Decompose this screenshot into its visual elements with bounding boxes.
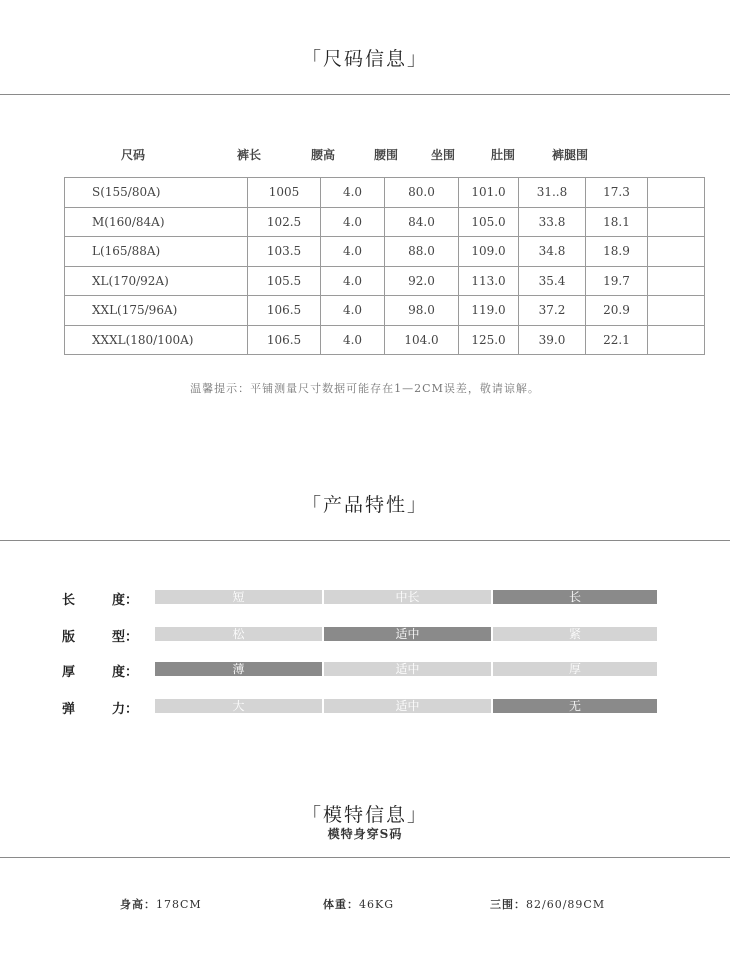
table-cell: 37.2 <box>519 296 586 326</box>
feature-option-selected: 适中 <box>324 627 491 641</box>
table-cell: 22.1 <box>586 325 648 355</box>
table-row <box>65 237 705 267</box>
table-cell: 102.5 <box>248 207 321 237</box>
size-col-header: 尺码 <box>120 148 145 162</box>
feature-option: 适中 <box>324 662 491 676</box>
feature-option-selected: 长 <box>493 590 657 604</box>
model-size-subtitle: 模特身穿S码 <box>327 827 403 841</box>
table-cell: 20.9 <box>586 296 648 326</box>
table-cell: 104.0 <box>385 325 459 355</box>
feature-label-text: 弹 <box>62 702 76 717</box>
size-section-title: 「尺码信息」 <box>301 48 428 70</box>
feature-option: 厚 <box>493 662 657 676</box>
feature-label-text: 度： <box>111 593 138 608</box>
table-cell: 35.4 <box>519 266 586 296</box>
model-weight-value: 46KG <box>359 898 395 911</box>
feature-label <box>62 589 138 608</box>
table-cell: 34.8 <box>519 237 586 267</box>
model-section-divider <box>0 857 730 858</box>
feature-option: 紧 <box>493 627 657 641</box>
table-cell: 17.3 <box>586 178 648 208</box>
feature-option-selected: 薄 <box>155 662 322 676</box>
model-weight <box>323 896 394 912</box>
model-weight-label: 体重： <box>323 898 359 911</box>
table-cell: 109.0 <box>459 237 519 267</box>
feature-option: 松 <box>155 627 322 641</box>
model-measurements <box>490 896 605 912</box>
table-cell: L(165/88A) <box>65 237 248 267</box>
table-row <box>65 207 705 237</box>
table-cell: XL(170/92A) <box>65 266 248 296</box>
table-cell: 18.1 <box>586 207 648 237</box>
model-section-title: 「模特信息」 <box>301 804 428 826</box>
table-cell: 105.0 <box>459 207 519 237</box>
features-section-title: 「产品特性」 <box>301 494 428 516</box>
table-cell: XXXL(180/100A) <box>65 325 248 355</box>
table-cell <box>648 237 705 267</box>
table-cell: 88.0 <box>385 237 459 267</box>
table-cell: 31..8 <box>519 178 586 208</box>
table-cell: 113.0 <box>459 266 519 296</box>
model-height-value: 178CM <box>156 898 202 911</box>
table-cell: 33.8 <box>519 207 586 237</box>
feature-label-text: 厚 <box>62 665 76 680</box>
table-cell: 4.0 <box>321 237 385 267</box>
table-cell: XXL(175/96A) <box>65 296 248 326</box>
table-cell <box>648 325 705 355</box>
features-section-divider <box>0 540 730 541</box>
table-cell: 4.0 <box>321 296 385 326</box>
feature-label <box>62 698 138 717</box>
table-cell <box>648 178 705 208</box>
table-cell: 84.0 <box>385 207 459 237</box>
table-row <box>65 325 705 355</box>
table-cell: 106.5 <box>248 296 321 326</box>
feature-label-text: 度： <box>111 665 138 680</box>
table-cell <box>648 207 705 237</box>
feature-option: 适中 <box>324 699 491 713</box>
feature-label-text: 长 <box>62 593 76 608</box>
table-cell: 98.0 <box>385 296 459 326</box>
table-cell: 4.0 <box>321 207 385 237</box>
table-cell: 4.0 <box>321 325 385 355</box>
table-cell <box>648 266 705 296</box>
model-measurements-value: 82/60/89CM <box>526 898 606 911</box>
feature-label-text: 力： <box>111 702 138 717</box>
table-cell: 125.0 <box>459 325 519 355</box>
table-cell: 101.0 <box>459 178 519 208</box>
model-height <box>120 896 202 912</box>
table-cell: 92.0 <box>385 266 459 296</box>
size-table <box>64 177 705 355</box>
measurement-note: 温馨提示：平铺测量尺寸数据可能存在1—2CM误差，敬请谅解。 <box>190 382 540 395</box>
model-measurements-label: 三围： <box>490 898 526 911</box>
feature-label-text: 型： <box>111 630 138 645</box>
table-cell <box>648 296 705 326</box>
feature-option-selected: 无 <box>493 699 657 713</box>
feature-label <box>62 661 138 680</box>
table-cell: 80.0 <box>385 178 459 208</box>
feature-label-text: 版 <box>62 630 76 645</box>
table-row <box>65 178 705 208</box>
size-col-header: 腰围 <box>373 148 398 162</box>
table-cell: 1005 <box>248 178 321 208</box>
table-cell: S(155/80A) <box>65 178 248 208</box>
table-cell: 106.5 <box>248 325 321 355</box>
size-col-header: 坐围 <box>430 148 455 162</box>
size-col-header: 肚围 <box>490 148 515 162</box>
table-cell: 119.0 <box>459 296 519 326</box>
table-cell: 103.5 <box>248 237 321 267</box>
table-cell: M(160/84A) <box>65 207 248 237</box>
table-cell: 39.0 <box>519 325 586 355</box>
table-cell: 4.0 <box>321 178 385 208</box>
table-row <box>65 266 705 296</box>
table-cell: 18.9 <box>586 237 648 267</box>
size-col-header: 裤腿围 <box>551 148 588 162</box>
feature-option: 中长 <box>324 590 491 604</box>
model-height-label: 身高： <box>120 898 156 911</box>
table-cell: 4.0 <box>321 266 385 296</box>
table-cell: 19.7 <box>586 266 648 296</box>
feature-label <box>62 626 138 645</box>
table-row <box>65 296 705 326</box>
table-cell: 105.5 <box>248 266 321 296</box>
size-section-divider <box>0 94 730 95</box>
feature-option: 大 <box>155 699 322 713</box>
feature-option: 短 <box>155 590 322 604</box>
size-col-header: 腰高 <box>310 148 335 162</box>
size-col-header: 裤长 <box>236 148 261 162</box>
